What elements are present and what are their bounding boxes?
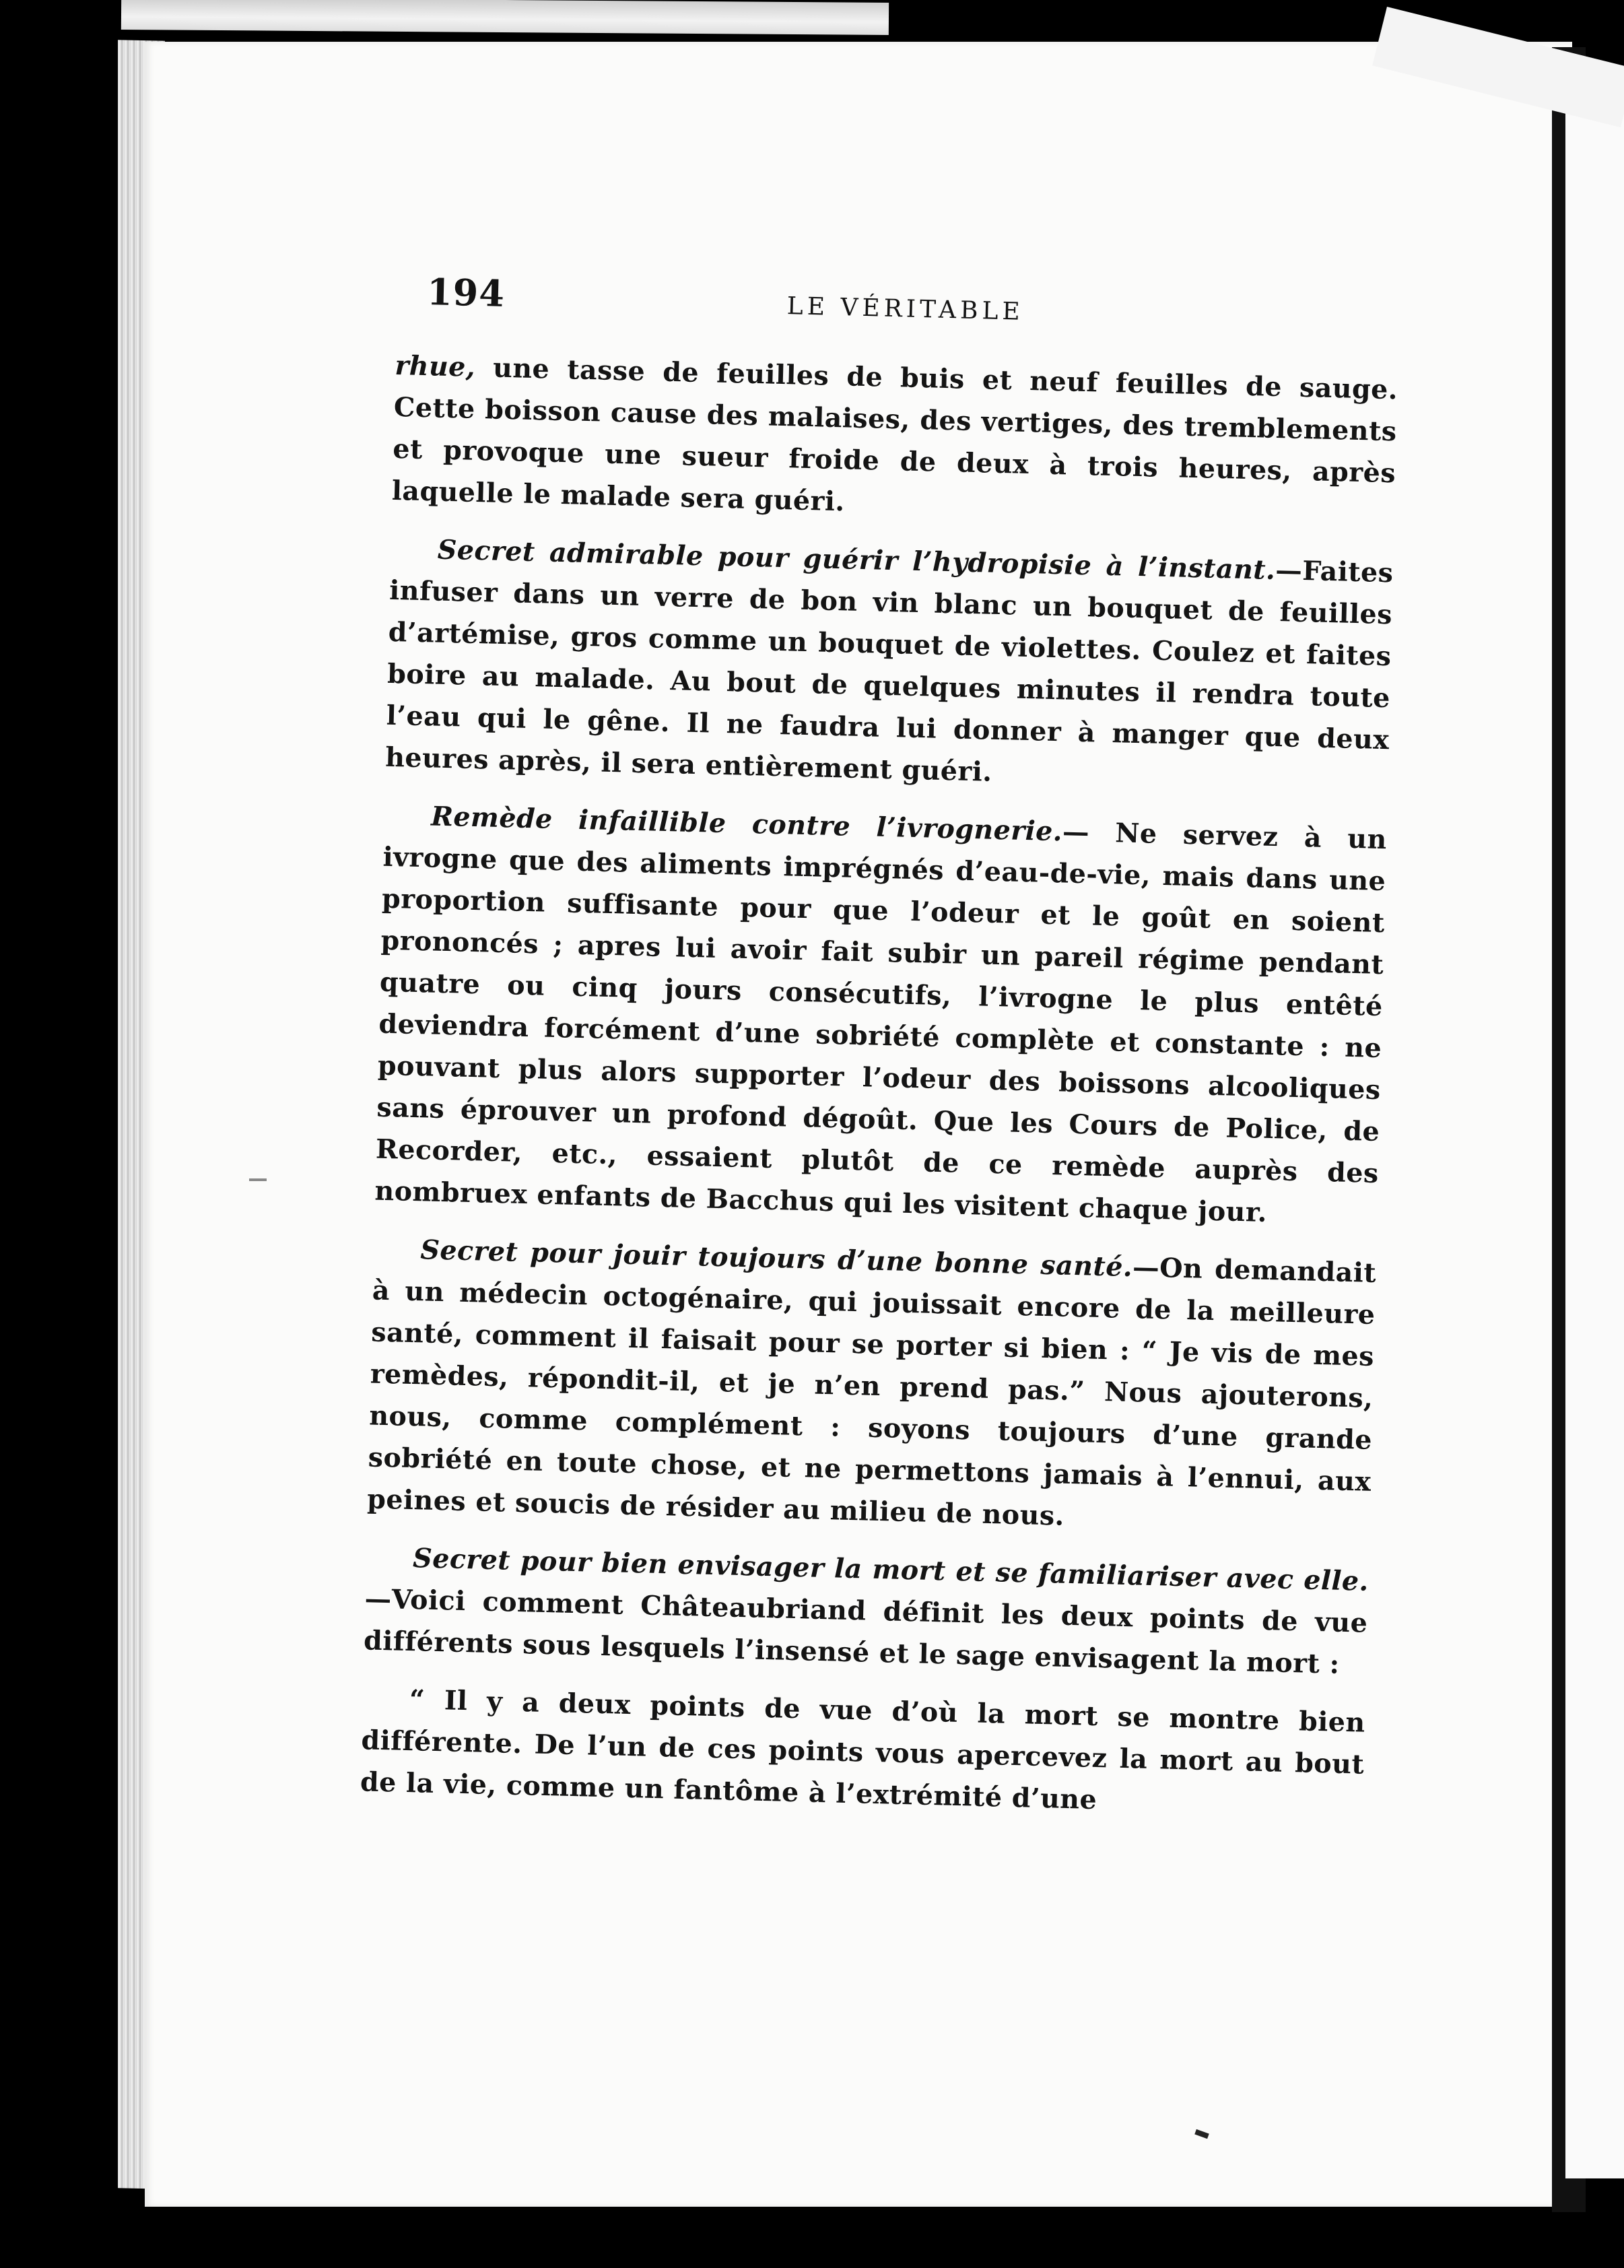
paragraph-text: —Voici comment Châteaubriand définit les deux points de vue différents sous lesquels l’insensé et le sage envisagent la mort : <box>363 1583 1368 1680</box>
paragraph-text: “ Il y a deux points de vue d’où la mort se montre bien différente. De l’un de ces points vous apercevez la mort au bout de la vie, comme un fantôme à l’extrémité d’une <box>360 1684 1366 1816</box>
paragraph-continuation <box>391 345 1398 536</box>
paragraph-text: une tasse de feuilles de buis et neuf feuilles de sauge. Cette boisson cause des malaises, des vertiges, des tremblements et provoque une sueur froide de deux à trois heures, après laquelle le malade sera guéri. <box>391 352 1398 518</box>
page-text <box>360 269 1400 1844</box>
paragraph-sante <box>367 1228 1377 1545</box>
paragraph-ivrognerie <box>374 795 1388 1236</box>
paragraph-hydropisie <box>385 528 1394 803</box>
paragraph-text: —On demandait à un médecin octogénaire, qui jouissait encore de la meilleure santé, comment il faisait pour se porter si bien : “ Je vis de mes remèdes, répondit-il, et je n’en prend pas.” Nous ajouterons, nous, comme complément : soyons toujours d’une grande sobriété en toute chose, et ne permettons jamais à l’ennui, aux peines et soucis de résider au milieu de nous. <box>366 1252 1377 1532</box>
paragraph-heading: Remède infaillible contre l’ivrognerie. <box>430 801 1063 848</box>
paper-scrap-top <box>121 0 889 35</box>
margin-mark <box>249 1178 267 1181</box>
paragraph-text: — Ne servez à un ivrogne que des aliments imprégnés d’eau-de-vie, mais dans une proportion suffisante pour que l’odeur et le goût en soient prononcés ; apres lui avoir fait subir un pareil régime pendant quatre ou cinq jours consécutifs, l’ivrogne le plus entêté deviendra forcément d’une sobriété complète et constante : ne pouvant plus alors supporter l’odeur des boissons alcooliques sans éprouver un profond dégoût. Que les Cours de Police, de Recorder, etc., essaient plutôt de ce remède auprès des nombruex enfants de Bacchus qui les visitent chaque jour. <box>374 816 1388 1228</box>
page-number: 194 <box>426 270 506 315</box>
paragraph-heading: Secret pour bien envisager la mort et se familiariser avec elle. <box>412 1543 1369 1597</box>
paragraph-heading: Secret pour jouir toujours d’une bonne santé. <box>419 1234 1133 1283</box>
paragraph-heading: Secret admirable pour guérir l’hydropisie à l’instant. <box>437 534 1276 586</box>
paragraph-lead: rhue, <box>394 349 476 383</box>
paragraph-mort <box>363 1536 1369 1686</box>
running-head-title: LE VÉRITABLE <box>786 292 1025 326</box>
paragraph-text: —Faites infuser dans un verre de bon vin blanc un bouquet de feuilles d’artémise, gros comme un bouquet de violettes. Coulez et faites boire au malade. Au bout de quelques minutes il rendra toute l’eau qui le gêne. Il ne faudra lui donner à manger que deux heures après, il sera entièrement guéri. <box>384 555 1394 788</box>
paragraph-quotation <box>360 1677 1365 1827</box>
facing-page-edge <box>1565 77 1624 2178</box>
